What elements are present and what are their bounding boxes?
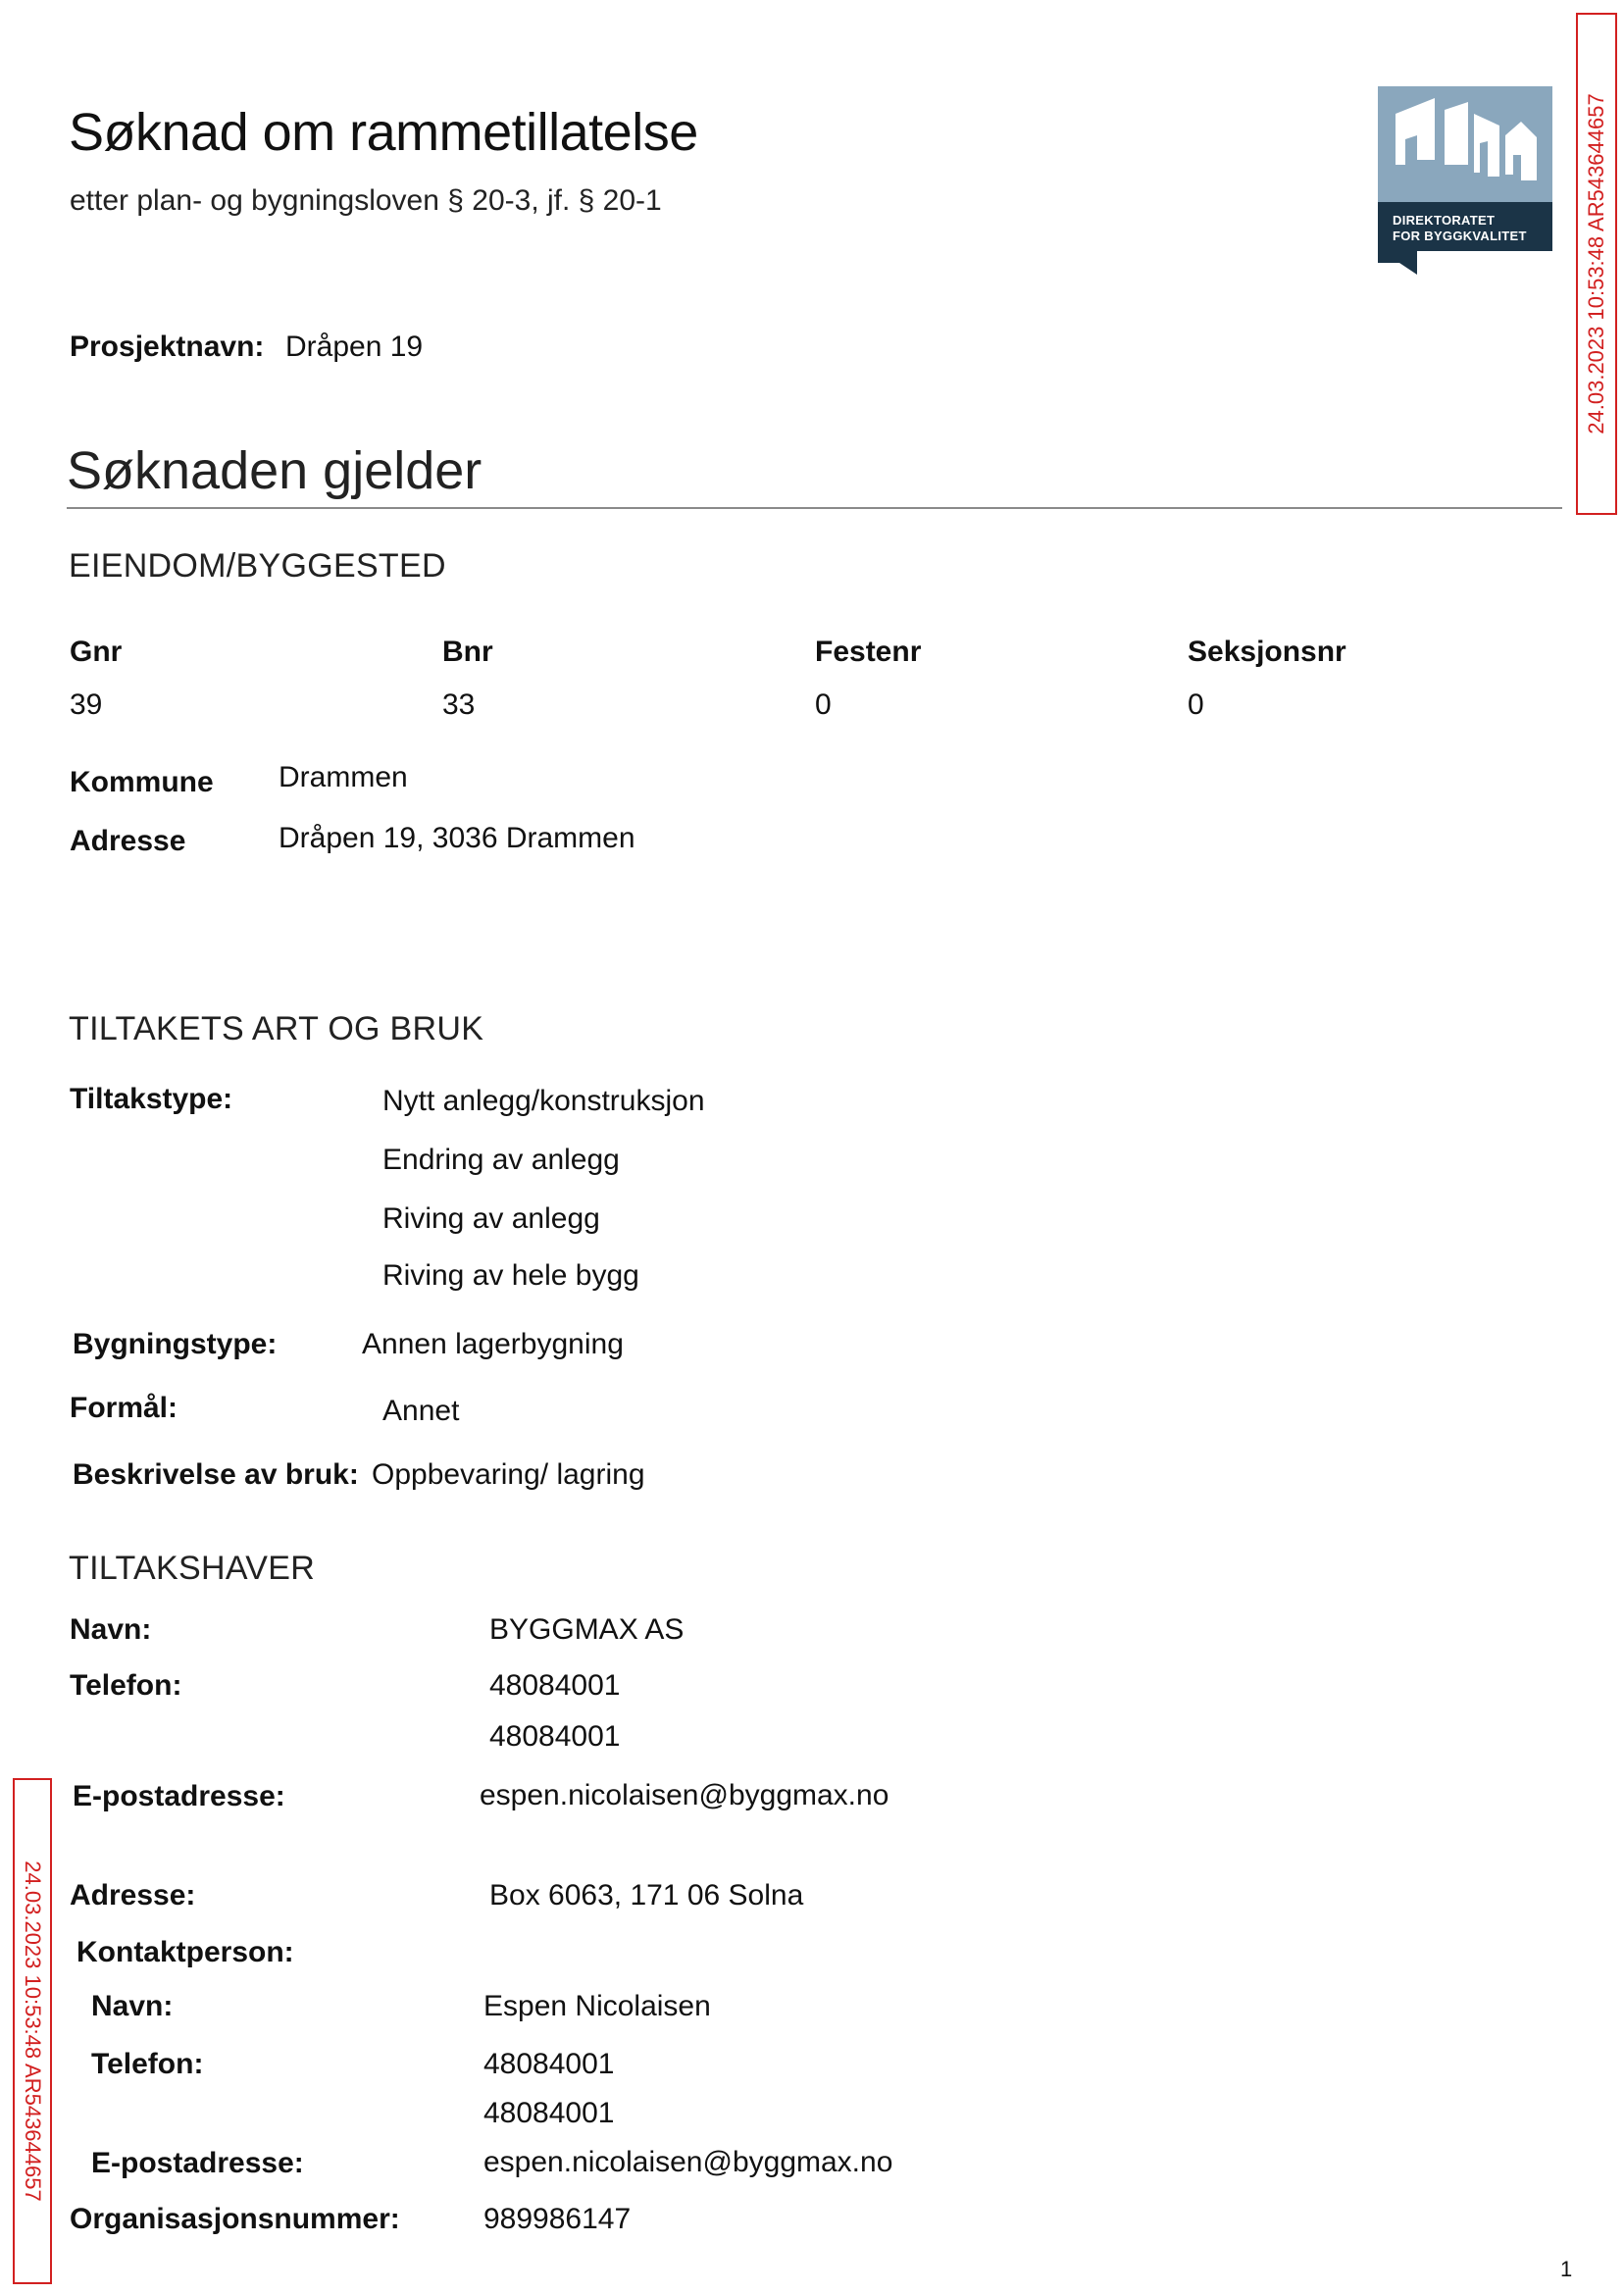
formal-value: Annet — [382, 1395, 460, 1427]
tiltakshaver-navn-label: Navn: — [70, 1613, 152, 1646]
dibk-logo — [1378, 86, 1552, 275]
kommune-label: Kommune — [70, 766, 214, 798]
bnr-value: 33 — [442, 688, 476, 721]
project-name-label: Prosjektnavn: — [70, 331, 265, 363]
tiltakshaver-epost-label: E-postadresse: — [73, 1780, 285, 1812]
tiltakstype-label: Tiltakstype: — [70, 1083, 233, 1115]
kontakt-telefon-label: Telefon: — [91, 2048, 204, 2080]
tiltakshaver-telefon-value: 48084001 — [489, 1720, 621, 1753]
project-name-value: Dråpen 19 — [285, 331, 424, 363]
heading-divider — [67, 507, 1562, 509]
bruk-value: Oppbevaring/ lagring — [372, 1458, 645, 1491]
bruk-label: Beskrivelse av bruk: — [73, 1458, 359, 1491]
seksjonsnr-label: Seksjonsnr — [1188, 636, 1346, 668]
gnr-label: Gnr — [70, 636, 123, 668]
kommune-value: Drammen — [279, 761, 408, 793]
kontakt-epost-label: E-postadresse: — [91, 2147, 304, 2179]
formal-label: Formål: — [70, 1392, 178, 1424]
stamp-text: 24.03.2023 10:53:48 AR543644657 — [1584, 93, 1608, 434]
logo-text-band — [1378, 202, 1552, 251]
adresse-label: Adresse — [70, 825, 186, 857]
kontakt-telefon-value: 48084001 — [483, 2048, 615, 2080]
kontakt-navn-value: Espen Nicolaisen — [483, 1990, 711, 2022]
kontaktperson-label: Kontaktperson: — [76, 1936, 294, 1968]
tiltakshaver-navn-value: BYGGMAX AS — [489, 1613, 685, 1646]
logo-tab-shape — [1378, 251, 1417, 275]
adresse-value: Dråpen 19, 3036 Drammen — [279, 822, 635, 854]
kontakt-navn-label: Navn: — [91, 1990, 174, 2022]
section-tiltakshaver-title: TILTAKSHAVER — [69, 1550, 316, 1587]
kontakt-epost-value: espen.nicolaisen@byggmax.no — [483, 2146, 893, 2178]
tiltakstype-item: Endring av anlegg — [382, 1144, 620, 1176]
gnr-value: 39 — [70, 688, 103, 721]
organisasjonsnummer-label: Organisasjonsnummer: — [70, 2203, 400, 2235]
organisasjonsnummer-value: 989986147 — [483, 2203, 632, 2235]
festenr-value: 0 — [815, 688, 832, 721]
logo-buildings-graphic — [1378, 86, 1552, 202]
section-tiltak-title: TILTAKETS ART OG BRUK — [69, 1010, 484, 1047]
section-eiendom-title: EIENDOM/BYGGESTED — [69, 547, 446, 585]
tiltakstype-item: Riving av hele bygg — [382, 1259, 639, 1292]
festenr-label: Festenr — [815, 636, 922, 668]
tiltakshaver-adresse-value: Box 6063, 171 06 Solna — [489, 1879, 804, 1912]
kontakt-telefon-value: 48084001 — [483, 2097, 615, 2129]
logo-text-line2: FOR BYGGKVALITET — [1393, 229, 1527, 243]
bygningstype-value: Annen lagerbygning — [362, 1328, 624, 1360]
timestamp-stamp-left — [13, 1778, 52, 2284]
section-heading-soknaden: Søknaden gjelder — [67, 441, 482, 500]
bnr-label: Bnr — [442, 636, 493, 668]
logo-text-line1: DIREKTORATET — [1393, 213, 1496, 228]
document-subtitle: etter plan- og bygningsloven § 20-3, jf. § 20-1 — [70, 184, 662, 217]
tiltakstype-item: Nytt anlegg/konstruksjon — [382, 1085, 705, 1117]
tiltakshaver-adresse-label: Adresse: — [70, 1879, 196, 1912]
tiltakstype-item: Riving av anlegg — [382, 1202, 600, 1235]
seksjonsnr-value: 0 — [1188, 688, 1204, 721]
timestamp-stamp-right — [1576, 13, 1617, 515]
logo-building-icon — [1378, 86, 1552, 202]
tiltakshaver-telefon-label: Telefon: — [70, 1669, 182, 1702]
tiltakshaver-epost-value: espen.nicolaisen@byggmax.no — [480, 1779, 889, 1811]
tiltakshaver-telefon-value: 48084001 — [489, 1669, 621, 1702]
document-title: Søknad om rammetillatelse — [69, 103, 698, 162]
stamp-text: 24.03.2023 10:53:48 AR543644657 — [21, 1861, 45, 2202]
page-number: 1 — [1560, 2257, 1573, 2281]
bygningstype-label: Bygningstype: — [73, 1328, 278, 1360]
